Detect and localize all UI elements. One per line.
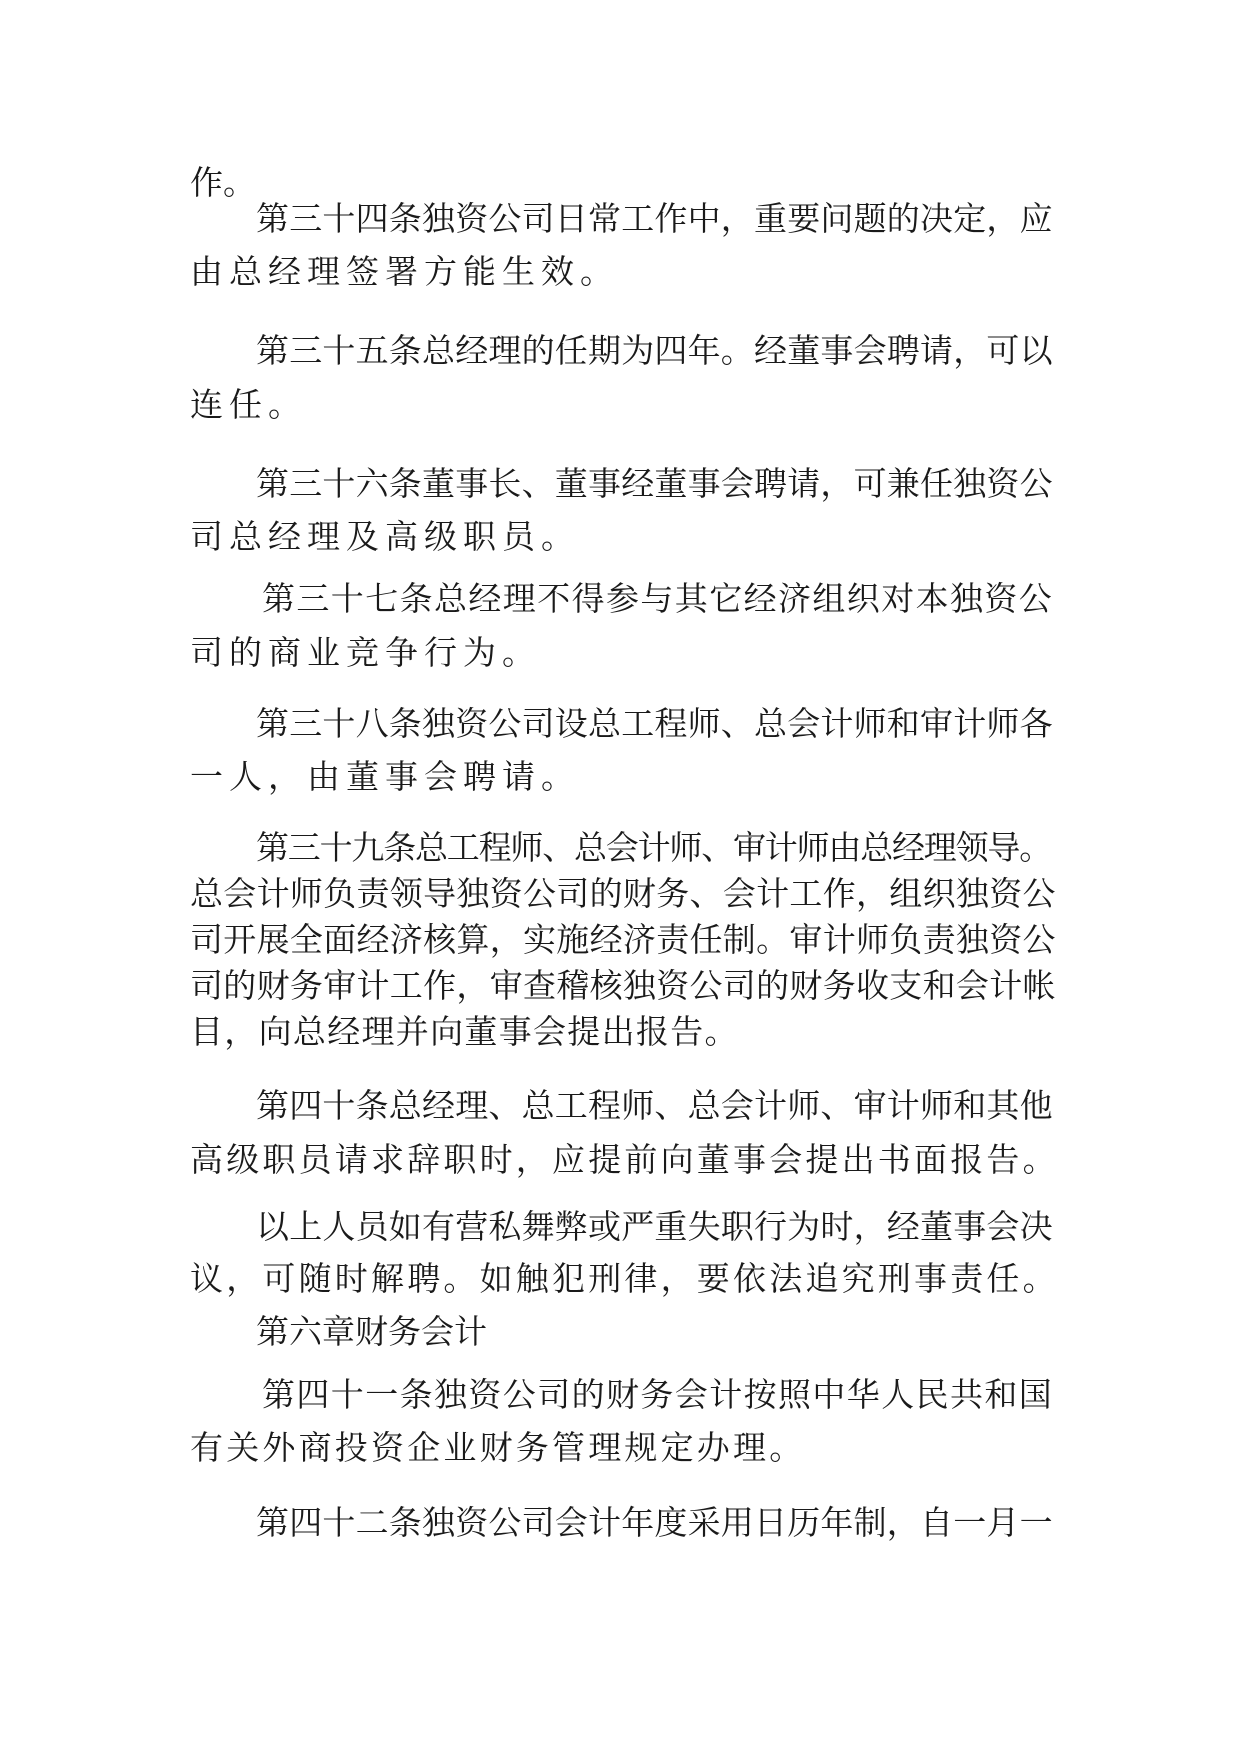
text-line: 目，向总经理并向董事会提出报告。 <box>190 1012 739 1051</box>
text-line: 作。 <box>190 163 256 202</box>
text-line: 第三十八条独资公司设总工程师、总会计师和审计师各 <box>256 704 1053 743</box>
text-line: 由总经理签署方能生效。 <box>190 252 619 291</box>
text-line: 第四十条总经理、总工程师、总会计师、审计师和其他 <box>256 1086 1053 1125</box>
text-line: 司总经理及高级职员。 <box>190 517 580 556</box>
text-line: 第三十七条总经理不得参与其它经济组织对本独资公 <box>262 579 1054 618</box>
text-line: 第三十四条独资公司日常工作中，重要问题的决定，应 <box>256 199 1053 238</box>
text-line: 第四十一条独资公司的财务会计按照中华人民共和国 <box>262 1375 1054 1414</box>
text-line: 总会计师负责领导独资公司的财务、会计工作，组织独资公 <box>190 874 1056 913</box>
section-heading: 第六章财务会计 <box>256 1312 487 1351</box>
text-line: 第三十六条董事长、董事经董事会聘请，可兼任独资公 <box>256 464 1053 503</box>
text-line: 第三十五条总经理的任期为四年。经董事会聘请，可以 <box>256 331 1053 370</box>
text-line: 司的财务审计工作，审查稽核独资公司的财务收支和会计帐 <box>190 966 1056 1005</box>
text-line: 司开展全面经济核算，实施经济责任制。审计师负责独资公 <box>190 920 1056 959</box>
text-line: 议，可随时解聘。如触犯刑律，要依法追究刑事责任。 <box>190 1259 1059 1298</box>
text-line: 以上人员如有营私舞弊或严重失职行为时，经董事会决 <box>256 1207 1053 1246</box>
text-line: 连任。 <box>190 385 307 424</box>
text-line: 高级职员请求辞职时，应提前向董事会提出书面报告。 <box>190 1140 1059 1179</box>
text-line: 有关外商投资企业财务管理规定办理。 <box>190 1428 806 1467</box>
text-line: 司的商业竞争行为。 <box>190 633 541 672</box>
text-line: 一人，由董事会聘请。 <box>190 757 580 796</box>
text-line: 第四十二条独资公司会计年度采用日历年制，自一月一 <box>256 1503 1053 1542</box>
text-line: 第三十九条总工程师、总会计师、审计师由总经理领导。 <box>256 828 1052 867</box>
